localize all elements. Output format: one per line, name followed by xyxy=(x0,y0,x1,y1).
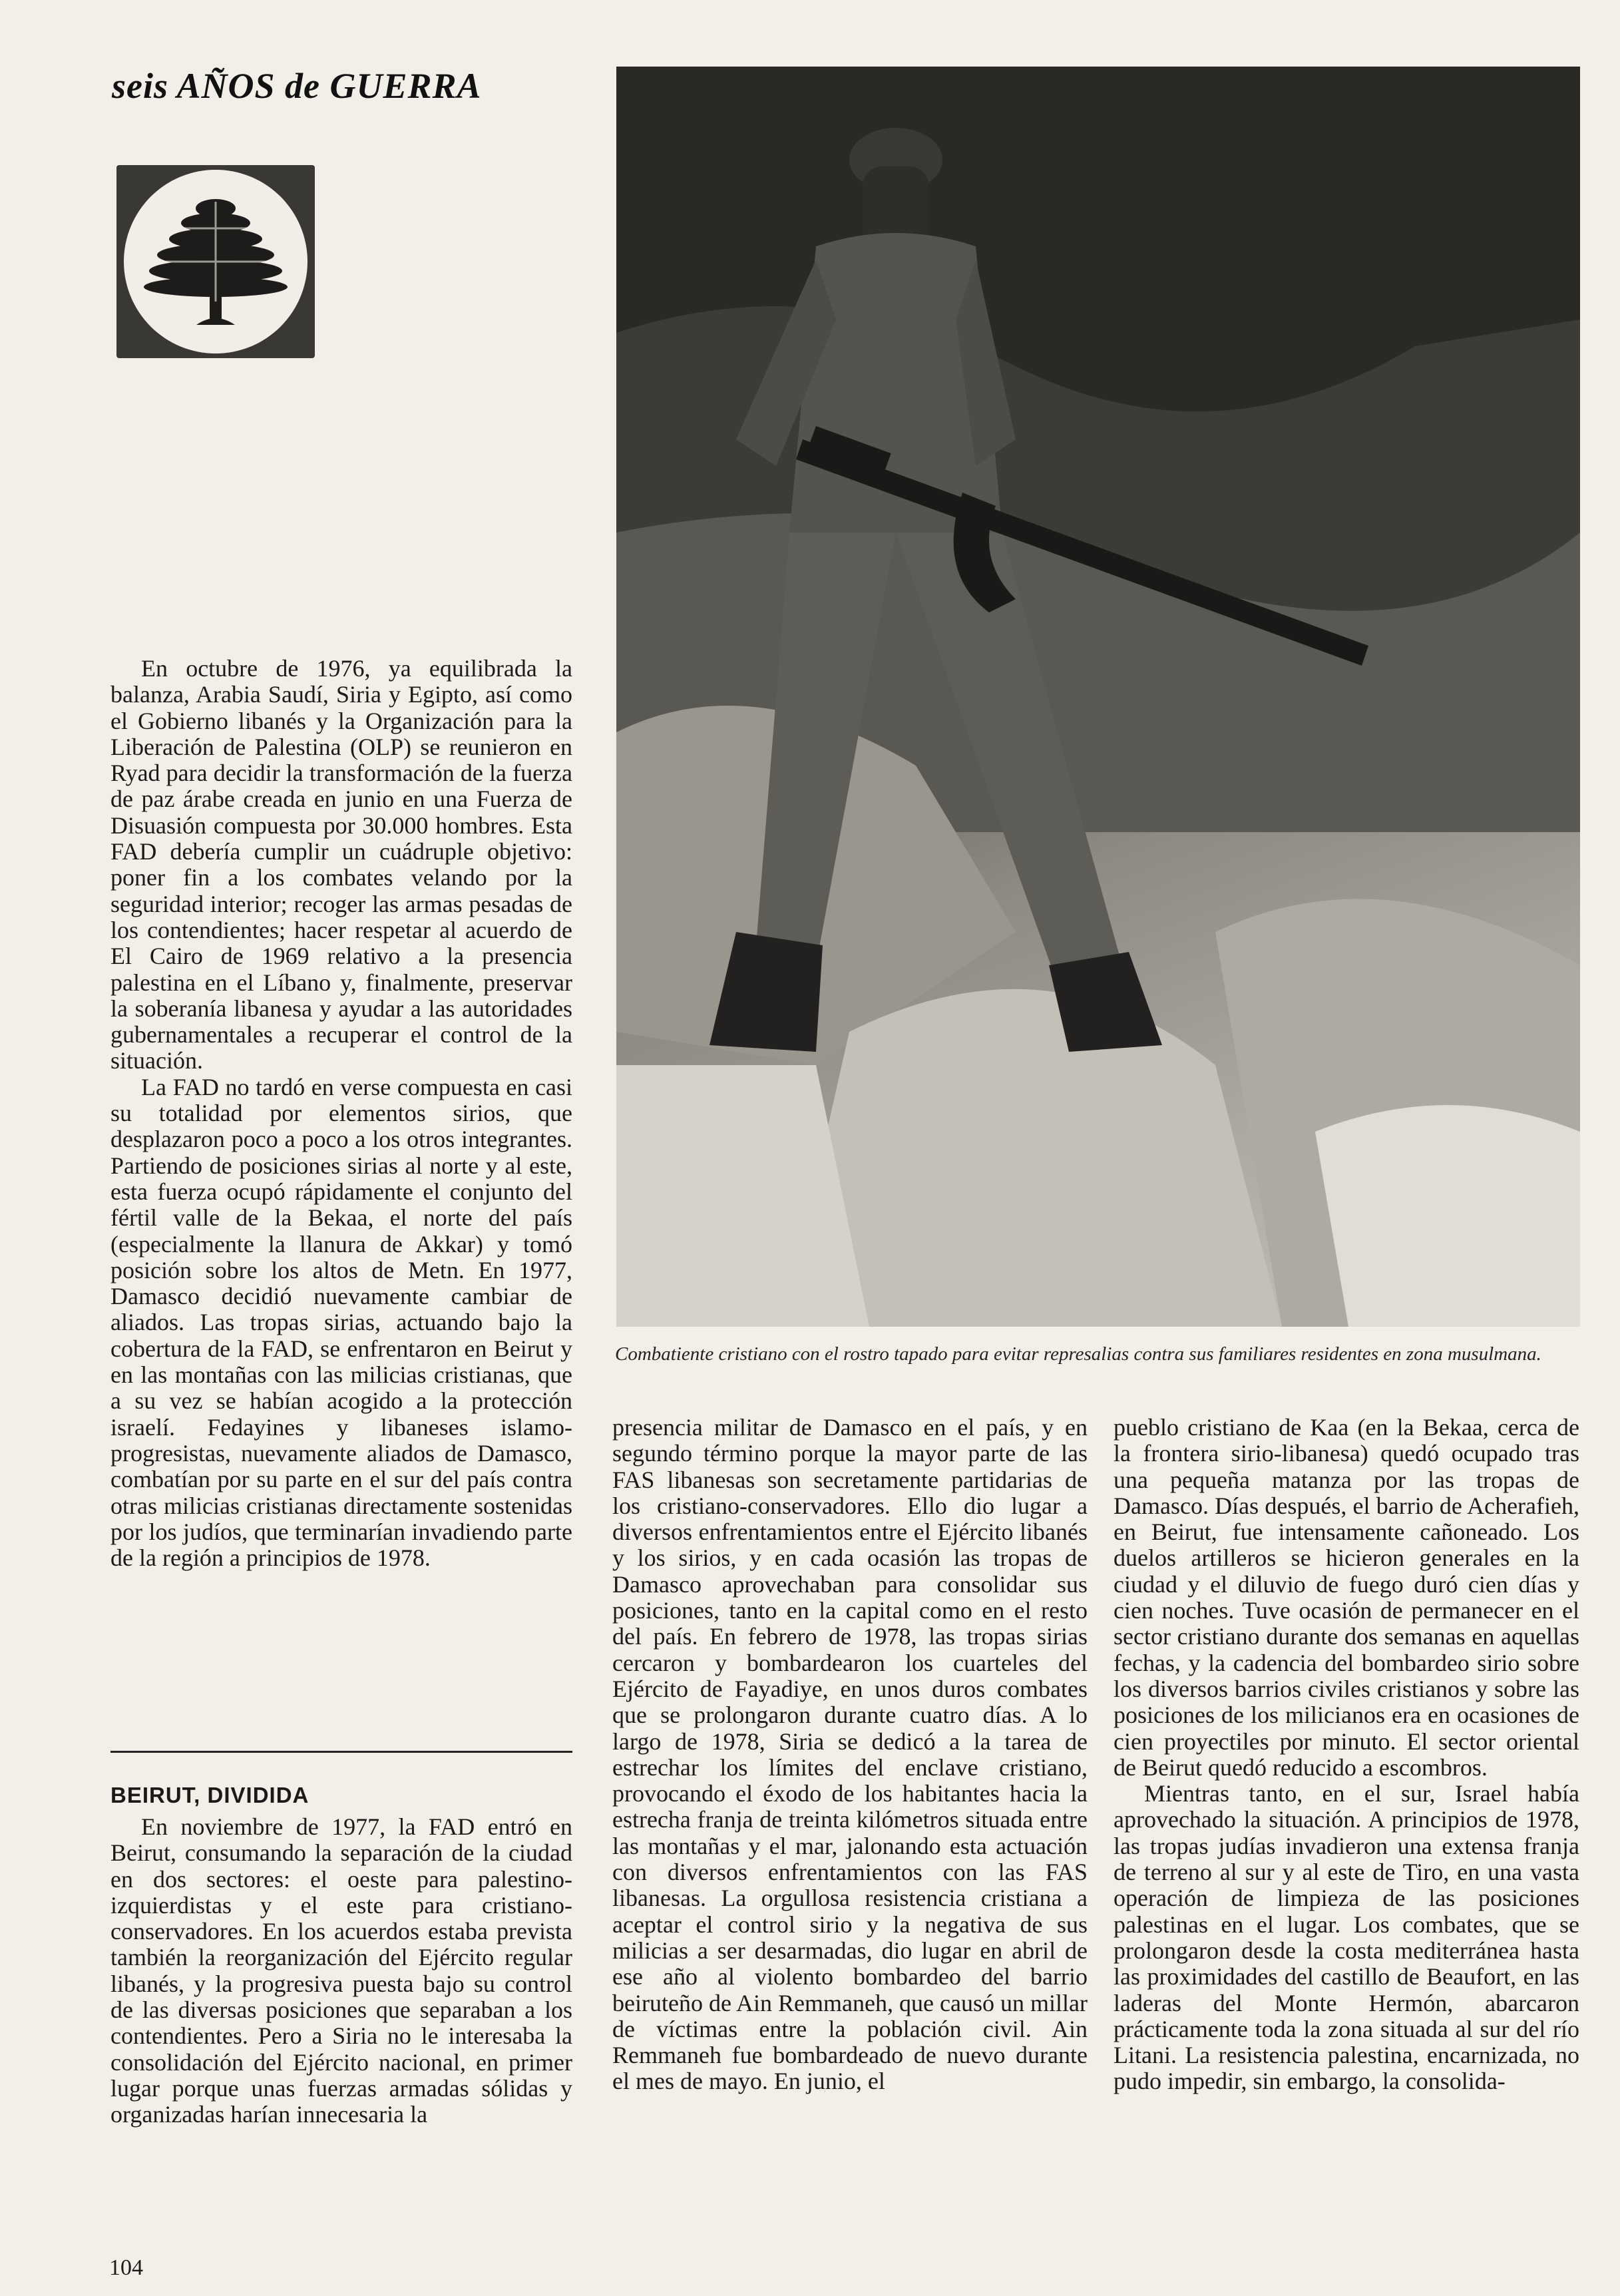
section-title: seis AÑOS de GUERRA xyxy=(112,66,482,106)
cedar-tree-icon xyxy=(139,188,292,335)
paragraph: Mientras tanto, en el sur, Israel había aprovechado la situación. A principios de 1978, las tropas judías invadieron una extensa franja de terreno al sur y al este de Tiro, en una vasta operación de limpieza de las posiciones palestinas en el lugar. Los combates, que se prolongaron desde la costa mediterránea hasta las proximidades del castillo de Beaufort, en las laderas del Monte Hermón, abarcaron prácticamente toda la zona situada al sur del río Litani. La resistencia palestina, encarnizada, no pudo impedir, sin embargo, la consolida- xyxy=(1114,1780,1579,2095)
article-column-1 xyxy=(110,656,572,1571)
paragraph: presencia militar de Damasco en el país, y en segundo término porque la mayor parte de las FAS libanesas son secretamente partidarias de los cristiano-conservadores. Ello dio lugar a diversos enfrentamientos entre el Ejército libanés y los sirios, y en cada ocasión las tropas de Damasco aprovechaban para consolidar sus posiciones, tanto en la capital como en el resto del país. En febrero de 1978, las tropas sirias cercaron y bombardearon los cuarteles del Ejército de Fayadiye, en unos duros combates que se prolongaron durante cuatro días. A lo largo de 1978, Siria se dedicó a la tarea de estrechar los límites del enclave cristiano, provocando el éxodo de los habitantes hacia la estrecha franja de treinta kilómetros situada entre las montañas y el mar, jalonando esta actuación con diversos enfrentamientos con las FAS libanesas. La orgullosa resistencia cristiana a aceptar el control sirio y la negativa de sus milicias a ser desarmadas, dio lugar en abril de ese año al violento bombardeo del barrio beiruteño de Ain Remmaneh, que causó un millar de víctimas entre la población civil. Ain Remmaneh fue bombardeado de nuevo durante el mes de mayo. En junio, el xyxy=(612,1414,1088,2095)
soldier-photo xyxy=(616,67,1580,1327)
article-column-1-continued xyxy=(110,1814,572,2128)
section-subheading: BEIRUT, DIVIDIDA xyxy=(110,1783,309,1807)
photo-caption: Combatiente cristiano con el rostro tapado para evitar represalias contra sus familiares residentes en zona musulmana. xyxy=(615,1343,1541,1365)
soldier-photo-illustration xyxy=(616,67,1580,1327)
article-column-2 xyxy=(612,1415,1088,2095)
cedar-emblem xyxy=(116,165,315,358)
paragraph: pueblo cristiano de Kaa (en la Bekaa, cerca de la frontera sirio-libanesa) quedó ocupado tras una pequeña matanza por las tropas de Damasco. Días después, el barrio de Acherafieh, en Beirut, fue intensamente cañoneado. Los duelos artilleros se hicieron generales en la ciudad y el diluvio de fuego duró cien días y cien noches. Tuve ocasión de permanecer en el sector cristiano durante dos semanas en aquellas fechas, y la cadencia del bombardeo sirio sobre los diversos barrios civiles cristianos y sobre las posiciones de los milicianos era en ocasiones de cien proyectiles por minuto. El sector oriental de Beirut quedó reducido a escombros. xyxy=(1114,1414,1579,1781)
page-number: 104 xyxy=(109,2255,143,2280)
paragraph: La FAD no tardó en verse compuesta en casi su totalidad por elementos sirios, que desplazaron poco a poco a los otros integrantes. Partiendo de posiciones sirias al norte y al este, esta fuerza ocupó rápidamente el conjunto del fértil valle de la Bekaa, el norte del país (especialmente la llanura de Akkar) y tomó posición sobre los altos de Metn. En 1977, Damasco decidió nuevamente cambiar de aliados. Las tropas sirias, actuando bajo la cobertura de la FAD, se enfrentaron en Beirut y en las montañas con las milicias cristianas, que a su vez se habían acogido a la protección israelí. Fedayines y libaneses islamo-progresistas, nuevamente aliados de Damasco, combatían por su parte en el sur del país contra otras milicias cristianas directamente sostenidas por los judíos, que terminarían invadiendo parte de la región a principios de 1978. xyxy=(110,1073,572,1572)
paragraph: En noviembre de 1977, la FAD entró en Beirut, consumando la separación de la ciudad en dos sectores: el oeste para palestino-izquierdistas y el este para cristiano-conservadores. En los acuerdos estaba prevista también la reorganización del Ejército regular libanés, y la progresiva puesta bajo su control de las diversas posiciones que separaban a los contendientes. Pero a Siria no le interesaba la consolidación del Ejército nacional, en primer lugar porque unas fuerzas armadas sólidas y organizadas harían innecesaria la xyxy=(110,1813,572,2128)
article-column-3 xyxy=(1114,1415,1579,2095)
section-divider xyxy=(110,1751,572,1753)
cedar-emblem-circle xyxy=(124,170,307,353)
paragraph: En octubre de 1976, ya equilibrada la balanza, Arabia Saudí, Siria y Egipto, así como el Gobierno libanés y la Organización para la Liberación de Palestina (OLP) se reunieron en Ryad para decidir la transformación de la fuerza de paz árabe creada en junio en una Fuerza de Disuasión compuesta por 30.000 hombres. Esta FAD debería cumplir un cuádruple objetivo: poner fin a los combates velando por la seguridad interior; recoger las armas pesadas de los contendientes; hacer respetar al acuerdo de El Cairo de 1969 relativo a la presencia palestina en el Líbano y, finalmente, preservar la soberanía libanesa y ayudar a las autoridades gubernamentales a recuperar el control de la situación. xyxy=(110,655,572,1074)
